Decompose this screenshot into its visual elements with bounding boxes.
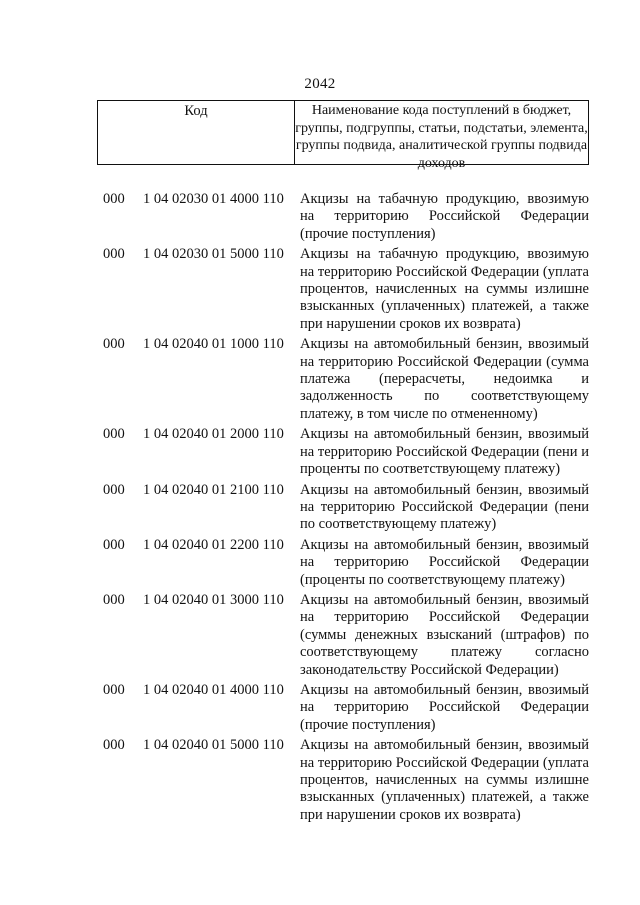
table-body (0, 191, 640, 827)
revenue-code-cell: 1 04 02040 01 5000 110 (143, 737, 284, 754)
revenue-name-cell: Акцизы на автомобильный бензин, ввозимый на территорию Российской Федерации (сумма платежа (перерасчеты, недоимка и задолженность по соответствующему платежу, в том числе по отмененному) (300, 336, 589, 422)
table-row (0, 537, 640, 589)
revenue-name-cell: Акцизы на автомобильный бензин, ввозимый на территорию Российской Федерации (уплата процентов, начисленных на суммы излишне взысканных (уплаченных) платежей, а также при нарушении сроков их возврата) (300, 737, 589, 823)
admin-code-cell: 000 (103, 681, 125, 698)
admin-code-cell: 000 (103, 426, 125, 443)
admin-code-cell: 000 (103, 336, 125, 353)
revenue-code-cell: 1 04 02040 01 2000 110 (143, 426, 284, 443)
admin-code-cell: 000 (103, 481, 125, 498)
revenue-code-cell: 1 04 02030 01 4000 110 (143, 191, 284, 207)
revenue-name-cell: Акцизы на автомобильный бензин, ввозимый на территорию Российской Федерации (пени и проценты по соответствующему платежу) (300, 426, 589, 478)
revenue-code-cell: 1 04 02040 01 4000 110 (143, 681, 284, 698)
revenue-name-cell: Акцизы на автомобильный бензин, ввозимый на территорию Российской Федерации (проценты по соответствующему платежу) (300, 536, 589, 588)
table-row (0, 737, 640, 824)
admin-code-cell: 000 (103, 591, 125, 608)
revenue-code-cell: 1 04 02040 01 2200 110 (143, 536, 284, 553)
table-row (0, 482, 640, 534)
name-column-header: Наименование кода поступлений в бюджет, группы, подгруппы, статьи, подстатьи, элемента, группы подвида, аналитической группы подвида доходов (295, 103, 588, 171)
admin-code-cell: 000 (103, 737, 125, 754)
revenue-name-cell: Акцизы на автомобильный бензин, ввозимый на территорию Российской Федерации (прочие поступления) (300, 681, 589, 733)
revenue-name-cell: Акцизы на автомобильный бензин, ввозимый на территорию Российской Федерации (суммы денежных взысканий (штрафов) по соответствующему платежу согласно законодательству Российской Федерации) (300, 591, 589, 678)
revenue-name-cell: Акцизы на табачную продукцию, ввозимую на территорию Российской Федерации (уплата процентов, начисленных на суммы излишне взысканных (уплаченных) платежей, а также при нарушении сроков их возврата) (300, 246, 589, 332)
table-row (0, 682, 640, 734)
admin-code-cell: 000 (103, 536, 125, 553)
revenue-name-cell: Акцизы на автомобильный бензин, ввозимый на территорию Российской Федерации (пени по соответствующему платежу) (300, 481, 589, 533)
table-row (0, 592, 640, 679)
table-row (0, 191, 640, 243)
table-row (0, 426, 640, 478)
revenue-code-cell: 1 04 02040 01 3000 110 (143, 591, 284, 608)
revenue-name-cell: Акцизы на табачную продукцию, ввозимую на территорию Российской Федерации (прочие поступления) (300, 191, 589, 242)
page-number: 2042 (304, 76, 336, 92)
admin-code-cell: 000 (103, 246, 125, 263)
revenue-code-cell: 1 04 02040 01 1000 110 (143, 336, 284, 353)
code-column-header: Код (98, 101, 295, 164)
table-row (0, 246, 640, 333)
admin-code-cell: 000 (103, 191, 125, 207)
table-header (97, 100, 589, 171)
revenue-code-cell: 1 04 02040 01 2100 110 (143, 481, 284, 498)
revenue-code-cell: 1 04 02030 01 5000 110 (143, 246, 284, 263)
table-row (0, 336, 640, 423)
